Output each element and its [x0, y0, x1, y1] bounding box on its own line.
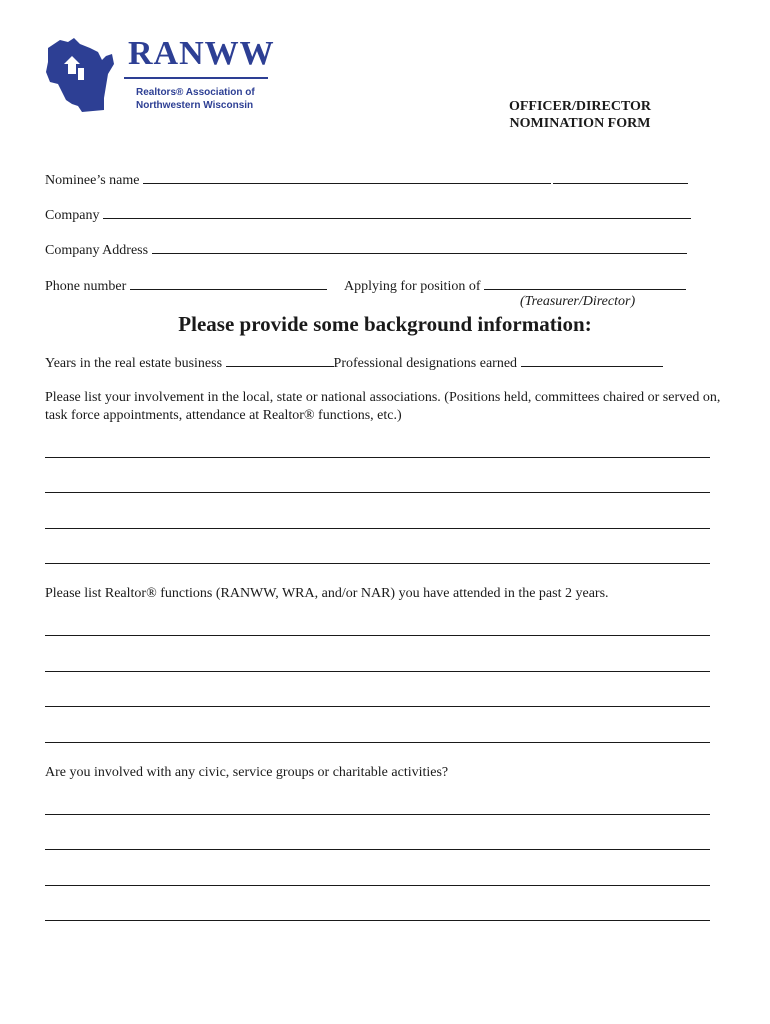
functions-line[interactable]	[45, 706, 710, 707]
designations-label: Professional designations earned	[333, 356, 518, 371]
involvement-line[interactable]	[45, 528, 710, 529]
civic-line[interactable]	[45, 814, 710, 815]
involvement-line[interactable]	[45, 492, 710, 493]
company-address-label: Company Address	[45, 243, 149, 258]
functions-line[interactable]	[45, 742, 710, 743]
position-row	[344, 276, 686, 295]
position-field[interactable]	[484, 276, 686, 290]
involvement-line[interactable]	[45, 563, 710, 564]
nominee-name-field-extra[interactable]	[553, 170, 688, 184]
phone-row	[45, 276, 327, 295]
phone-number-field[interactable]	[130, 276, 327, 290]
form-title	[480, 98, 680, 132]
nominee-name-label: Nominee’s name	[45, 173, 140, 188]
involvement-line[interactable]	[45, 457, 710, 458]
logo-rule	[124, 77, 268, 79]
civic-line[interactable]	[45, 920, 710, 921]
company-address-field[interactable]	[152, 240, 687, 254]
company-row	[45, 205, 691, 224]
years-label: Years in the real estate business	[45, 356, 223, 371]
form-title-line2: NOMINATION FORM	[509, 116, 651, 131]
years-row	[45, 353, 663, 372]
logo-name: RANWW	[128, 35, 275, 72]
background-heading: Please provide some background information:	[178, 312, 592, 336]
civic-prompt: Are you involved with any civic, service groups or charitable activities?	[45, 765, 449, 780]
civic-line[interactable]	[45, 885, 710, 886]
logo-subtitle-line1: Realtors® Association of	[136, 87, 255, 98]
functions-line[interactable]	[45, 635, 710, 636]
position-hint: (Treasurer/Director)	[520, 294, 636, 309]
form-title-line1: OFFICER/DIRECTOR	[508, 99, 652, 114]
functions-prompt: Please list Realtor® functions (RANWW, WRA, and/or NAR) you have attended in the past 2 years.	[45, 586, 609, 601]
nominee-name-field[interactable]	[143, 170, 551, 184]
designations-field[interactable]	[521, 353, 663, 367]
applying-for-label: Applying for position of	[344, 279, 481, 294]
years-field[interactable]	[226, 353, 334, 367]
nominee-name-row	[45, 170, 688, 189]
company-address-row	[45, 240, 687, 259]
logo-subtitle-line2: Northwestern Wisconsin	[136, 100, 254, 111]
involvement-prompt: Please list your involvement in the local, state or national associations. (Positions held, committees chaired or served on, task force appointments, attendance at Realtor® functions, etc.)	[45, 390, 721, 423]
company-label: Company	[45, 208, 100, 223]
company-field[interactable]	[103, 205, 691, 219]
phone-number-label: Phone number	[45, 279, 127, 294]
civic-line[interactable]	[45, 849, 710, 850]
functions-line[interactable]	[45, 671, 710, 672]
